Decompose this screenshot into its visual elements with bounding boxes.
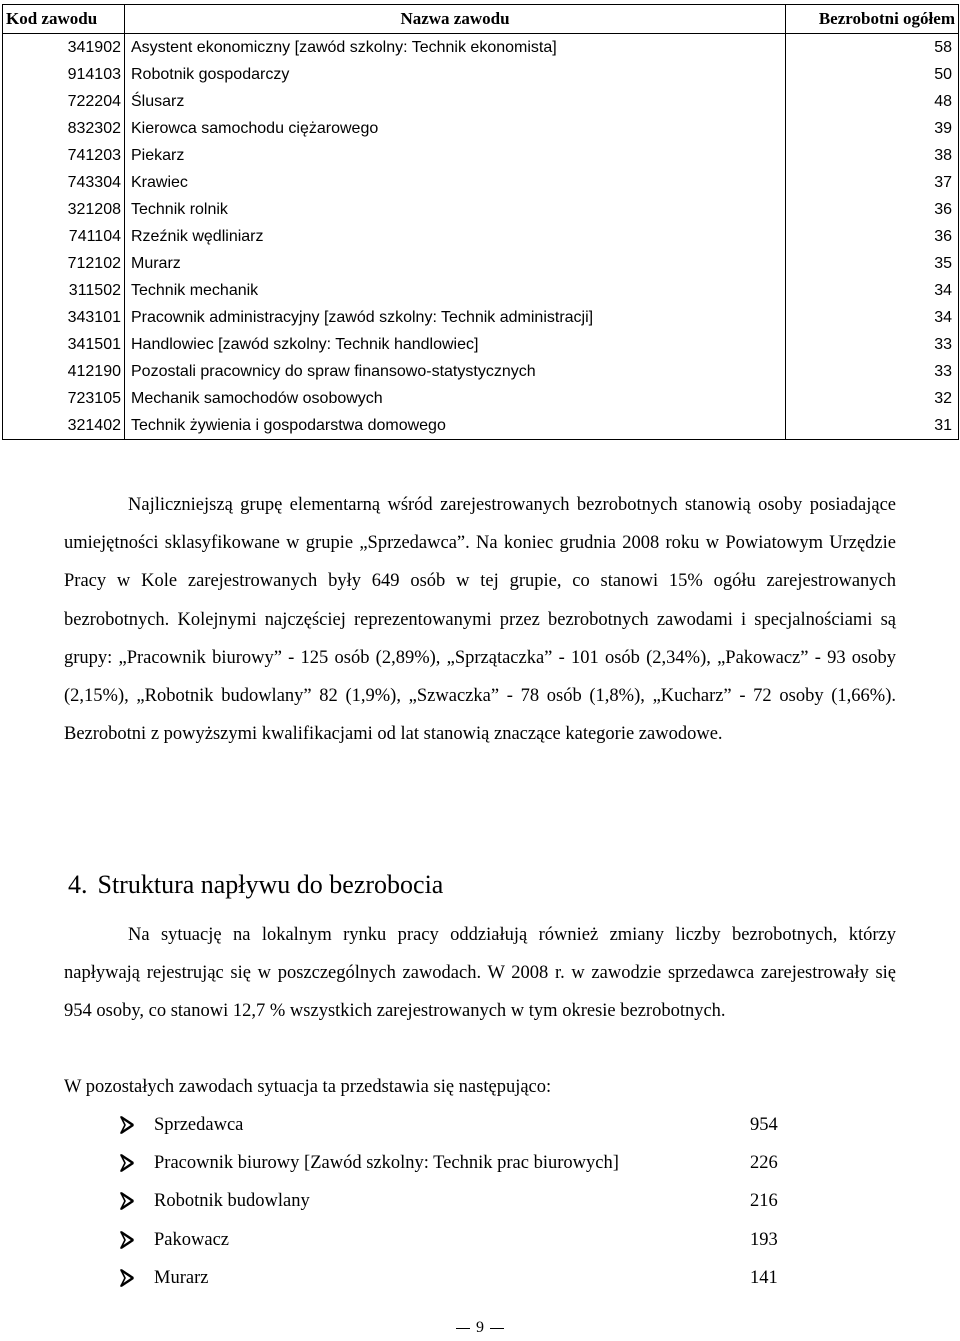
- header-code: Kod zawodu: [3, 5, 125, 34]
- cell-code: 741203: [3, 142, 125, 169]
- cell-count: 32: [786, 385, 959, 412]
- list-item: [118, 1259, 818, 1297]
- cell-name: Pracownik administracyjny [zawód szkolny: Technik administracji]: [125, 304, 786, 331]
- cell-count: 35: [786, 250, 959, 277]
- cell-code: 321208: [3, 196, 125, 223]
- cell-code: 741104: [3, 223, 125, 250]
- cell-code: 311502: [3, 277, 125, 304]
- table-row: [3, 412, 959, 440]
- cell-name: Robotnik gospodarczy: [125, 61, 786, 88]
- cell-count: 34: [786, 304, 959, 331]
- section-number: 4.: [68, 870, 88, 899]
- table-row: [3, 115, 959, 142]
- cell-code: 712102: [3, 250, 125, 277]
- inflow-bullet-list: [118, 1106, 818, 1297]
- table-row: [3, 61, 959, 88]
- cell-code: 722204: [3, 88, 125, 115]
- paragraph-other-occupations: W pozostałych zawodach sytuacja ta przedstawia się następująco:: [64, 1077, 552, 1097]
- bullet-label: Pracownik biurowy [Zawód szkolny: Technik prac biurowych]: [154, 1153, 619, 1174]
- cell-code: 914103: [3, 61, 125, 88]
- cell-name: Murarz: [125, 250, 786, 277]
- paragraph-2-text: Na sytuację na lokalnym rynku pracy oddziałują również zmiany liczby bezrobotnych, którzy napływają rejestrując się w poszczególnych zawodach. W 2008 r. w zawodzie sprzedawca zarejestrowały się 954 osoby, co stanowi 12,7 % wszystkich zarejestrowanych w tym okresie bezrobotnych.: [64, 925, 896, 1022]
- arrow-bullet-icon: [118, 1221, 140, 1259]
- bullet-value: 954: [750, 1115, 778, 1135]
- cell-count: 58: [786, 34, 959, 62]
- table-row: [3, 277, 959, 304]
- cell-count: 34: [786, 277, 959, 304]
- cell-count: 36: [786, 196, 959, 223]
- table-row: [3, 223, 959, 250]
- arrow-bullet-icon: [118, 1144, 140, 1182]
- arrow-bullet-icon: [118, 1106, 140, 1144]
- cell-code: 723105: [3, 385, 125, 412]
- cell-name: Kierowca samochodu ciężarowego: [125, 115, 786, 142]
- cell-name: Asystent ekonomiczny [zawód szkolny: Technik ekonomista]: [125, 34, 786, 62]
- list-item: [118, 1221, 818, 1259]
- bullet-value: 226: [750, 1153, 778, 1174]
- page-number-dash-right: [490, 1328, 504, 1329]
- bullet-value: 141: [750, 1267, 778, 1288]
- bullet-value: 193: [750, 1229, 778, 1250]
- cell-count: 33: [786, 358, 959, 385]
- list-item: [118, 1182, 818, 1220]
- table-row: [3, 250, 959, 277]
- cell-name: Rzeźnik wędliniarz: [125, 223, 786, 250]
- cell-name: Technik rolnik: [125, 196, 786, 223]
- cell-name: Krawiec: [125, 169, 786, 196]
- list-item: [118, 1144, 818, 1182]
- bullet-label: Pakowacz: [154, 1229, 229, 1250]
- cell-count: 50: [786, 61, 959, 88]
- table-row: [3, 169, 959, 196]
- cell-count: 36: [786, 223, 959, 250]
- table-row: [3, 88, 959, 115]
- header-name: Nazwa zawodu: [125, 5, 786, 34]
- cell-name: Handlowiec [zawód szkolny: Technik handlowiec]: [125, 331, 786, 358]
- cell-count: 39: [786, 115, 959, 142]
- cell-name: Technik żywienia i gospodarstwa domowego: [125, 412, 786, 440]
- cell-code: 412190: [3, 358, 125, 385]
- page-number-dash-left: [456, 1328, 470, 1329]
- paragraph-inflow-intro: [64, 916, 896, 1031]
- unemployment-by-occupation-table: [2, 4, 959, 440]
- table-row: [3, 358, 959, 385]
- table-row: [3, 196, 959, 223]
- bullet-label: Murarz: [154, 1267, 209, 1288]
- table-row: [3, 34, 959, 62]
- cell-count: 33: [786, 331, 959, 358]
- cell-name: Technik mechanik: [125, 277, 786, 304]
- list-item: [118, 1106, 818, 1144]
- cell-count: 48: [786, 88, 959, 115]
- cell-code: 341501: [3, 331, 125, 358]
- paragraph-1-text: Najliczniejszą grupę elementarną wśród zarejestrowanych bezrobotnych stanowią osoby posiadające umiejętności sklasyfikowane w grupie „Sprzedawca”. Na koniec grudnia 2008 roku w Powiatowym Urzędzie Pracy w Kole zarejestrowanych były 649 osób w tej grupie, co stanowi 15% ogółu zarejestrowanych bezrobotnych. Kolejnymi najczęściej reprezentowanymi przez bezrobotnych zawodami i specjalnościami są grupy: „Pracownik biurowy” - 125 osób (2,89%), „Sprzątaczka” - 101 osób (2,34%), „Pakowacz” - 93 osoby (2,15%), „Robotnik budowlany” 82 (1,9%), „Szwaczka” - 78 osób (1,8%), „Kucharz” - 72 osoby (1,66%). Bezrobotni z powyższymi kwalifikacjami od lat stanowią znaczące kategorie zawodowe.: [64, 495, 896, 745]
- page-number: [440, 1318, 520, 1338]
- cell-name: Pozostali pracownicy do spraw finansowo-statystycznych: [125, 358, 786, 385]
- cell-code: 832302: [3, 115, 125, 142]
- section-title: Struktura napływu do bezrobocia: [97, 870, 444, 899]
- cell-code: 343101: [3, 304, 125, 331]
- arrow-bullet-icon: [118, 1259, 140, 1297]
- cell-code: 321402: [3, 412, 125, 440]
- cell-code: 743304: [3, 169, 125, 196]
- cell-code: 341902: [3, 34, 125, 62]
- table-row: [3, 385, 959, 412]
- table-header-row: [3, 5, 959, 34]
- cell-count: 38: [786, 142, 959, 169]
- header-count: Bezrobotni ogółem: [786, 5, 959, 34]
- bullet-label: Robotnik budowlany: [154, 1191, 310, 1212]
- cell-count: 37: [786, 169, 959, 196]
- page-number-value: 9: [476, 1319, 484, 1336]
- table-body: [3, 34, 959, 440]
- table-row: [3, 331, 959, 358]
- table-row: [3, 142, 959, 169]
- cell-count: 31: [786, 412, 959, 440]
- cell-name: Piekarz: [125, 142, 786, 169]
- arrow-bullet-icon: [118, 1182, 140, 1220]
- section-heading: [68, 870, 443, 900]
- cell-name: Mechanik samochodów osobowych: [125, 385, 786, 412]
- bullet-value: 216: [750, 1191, 778, 1212]
- bullet-label: Sprzedawca: [154, 1115, 244, 1135]
- table-row: [3, 304, 959, 331]
- paragraph-occupation-groups: [64, 486, 896, 753]
- cell-name: Ślusarz: [125, 88, 786, 115]
